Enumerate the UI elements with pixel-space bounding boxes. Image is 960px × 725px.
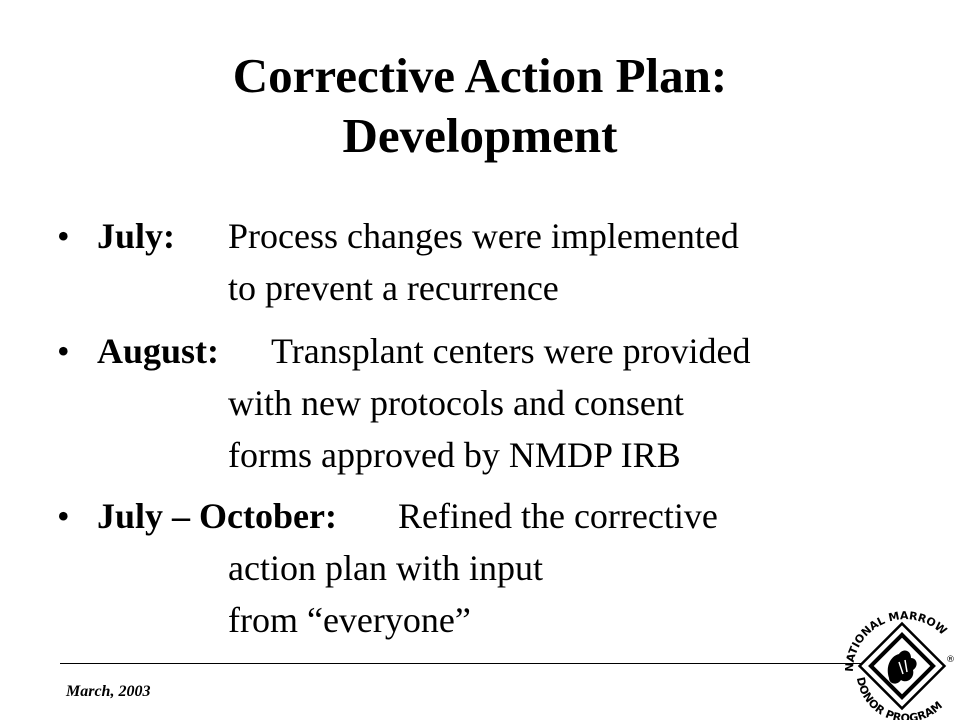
title-line-2: Development (342, 108, 618, 163)
bullet-label: July: (97, 216, 176, 256)
bullet-text-line: Transplant centers were provided (271, 331, 751, 371)
logo-text-bottom: DONOR PROGRAM (853, 675, 945, 720)
logo-text-top: ATIONAL MARROW (845, 609, 950, 664)
title-line-1: Corrective Action Plan: (232, 48, 728, 103)
bullet-text-line: Refined the corrective (398, 496, 718, 536)
bullet-label: July – October: (97, 496, 337, 536)
bullet-dot: • (57, 496, 70, 536)
bullet-text-line: from “everyone” (228, 600, 471, 640)
footer-divider (60, 663, 866, 664)
nmdp-logo (845, 600, 960, 720)
bullet-dot: • (57, 331, 70, 371)
bullet-text-line: forms approved by NMDP IRB (228, 435, 681, 475)
footer-date: March, 2003 (66, 683, 151, 700)
bullet-text-line: to prevent a recurrence (228, 268, 559, 308)
bullet-text-line: with new protocols and consent (228, 383, 684, 423)
bullet-text-line: Process changes were implemented (228, 216, 739, 256)
nmdp-logo-icon (845, 600, 960, 720)
bullet-text-line: action plan with input (228, 548, 543, 588)
logo-registered-mark: ® (946, 655, 955, 665)
bullet-label: August: (97, 331, 220, 371)
bullet-dot: • (57, 216, 70, 256)
